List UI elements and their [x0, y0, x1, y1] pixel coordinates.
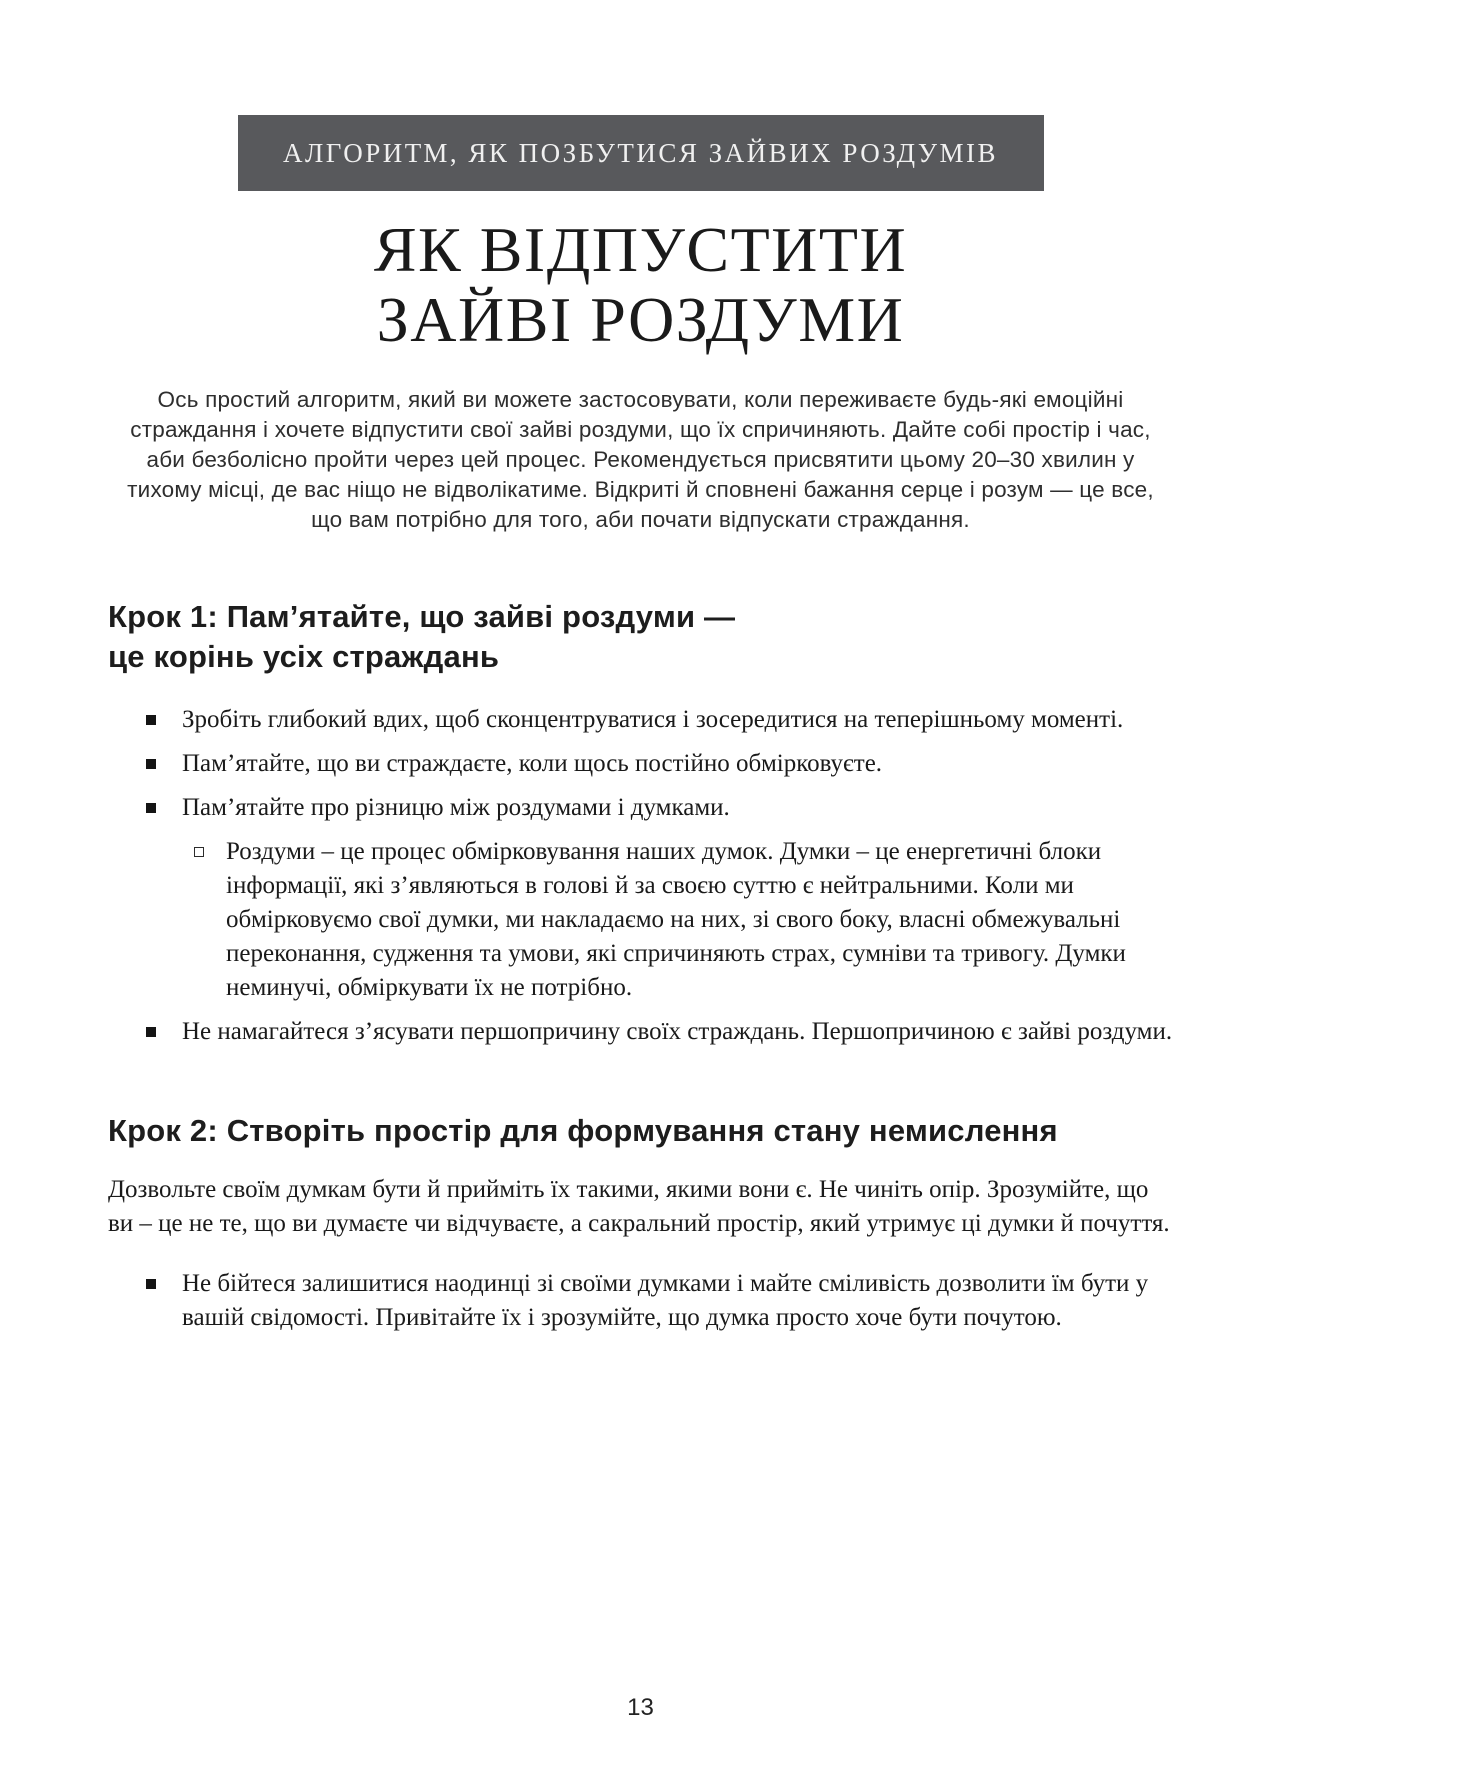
page-title [108, 215, 1173, 355]
step2-heading: Крок 2: Створіть простір для формування стану немислення [108, 1113, 1058, 1148]
bullet-text: Пам’ятайте про різницю між роздумами і думками. [182, 794, 730, 821]
title-line-2: ЗАЙВІ РОЗДУМИ [376, 284, 905, 355]
bullet-hollow-square-icon [194, 847, 204, 857]
page-number: 13 [627, 1694, 654, 1721]
bullet-square-icon [146, 1279, 156, 1289]
chapter-banner-text: АЛГОРИТМ, ЯК ПОЗБУТИСЯ ЗАЙВИХ РОЗДУМІВ [283, 137, 998, 168]
title-line-1: ЯК ВІДПУСТИТИ [373, 214, 908, 285]
bullet-square-icon [146, 759, 156, 769]
step1-bullet-list [108, 703, 1173, 1049]
step1-heading [108, 597, 1173, 677]
bullet-text: Пам’ятайте, що ви страждаєте, коли щось постійно обмірковуєте. [182, 750, 883, 777]
step1-heading-line-2: це корінь усіх страждань [108, 639, 500, 674]
bullet-text: Зробіть глибокий вдих, щоб сконцентруватися і зосередитися на теперішньому моменті. [182, 706, 1124, 733]
list-item [108, 1267, 1173, 1335]
sub-bullet-text: Роздуми – це процес обмірковування наших думок. Думки – це енергетичні блоки інформації, які з’являються в голові й за своєю суттю є нейтральними. Коли ми обмірковуємо свої думки, ми накладаємо на них, зі свого боку, власні обмежувальні переконання, судження та умови, які спричиняють страх, сумніви та тривогу. Думки неминучі, обміркувати їх не потрібно. [226, 838, 1126, 1001]
bullet-square-icon [146, 715, 156, 725]
content-column [108, 0, 1173, 1335]
sub-list-item [108, 835, 1173, 1005]
step2-paragraph: Дозвольте своїм думкам бути й прийміть їх такими, якими вони є. Не чиніть опір. Зрозумійте, що ви – це не те, що ви думаєте чи відчуваєте, а сакральний простір, який утримує ці думки й почуття. [108, 1176, 1170, 1237]
bullet-square-icon [146, 803, 156, 813]
bullet-text: Не бійтеся залишитися наодинці зі своїми думками і майте сміливість дозволити їм бути у вашій свідомості. Привітайте їх і зрозумійте, що думка просто хоче бути почутою. [182, 1270, 1149, 1331]
chapter-banner [238, 115, 1044, 191]
step1-heading-line-1: Крок 1: Пам’ятайте, що зайві роздуми — [108, 599, 736, 634]
list-item [108, 1015, 1173, 1049]
bullet-square-icon [146, 1027, 156, 1037]
bullet-text: Не намагайтеся з’ясувати першопричину своїх страждань. Першопричиною є зайві роздуми. [182, 1018, 1173, 1045]
step2-bullet-list [108, 1267, 1173, 1335]
list-item [108, 747, 1173, 781]
intro-paragraph: Ось простий алгоритм, який ви можете застосовувати, коли переживаєте будь-які емоційні страждання і хочете відпустити свої зайві роздуми, що їх спричиняють. Дайте собі простір і час, аби безболісно пройти через цей процес. Рекомендується присвятити цьому 20–30 хвилин у тихому місці, де вас ніщо не відволікатиме. Відкриті й сповнені бажання серце і розум — це все, що вам потрібно для того, аби почати відпускати страждання. [127, 387, 1154, 532]
list-item [108, 791, 1173, 825]
list-item [108, 703, 1173, 737]
